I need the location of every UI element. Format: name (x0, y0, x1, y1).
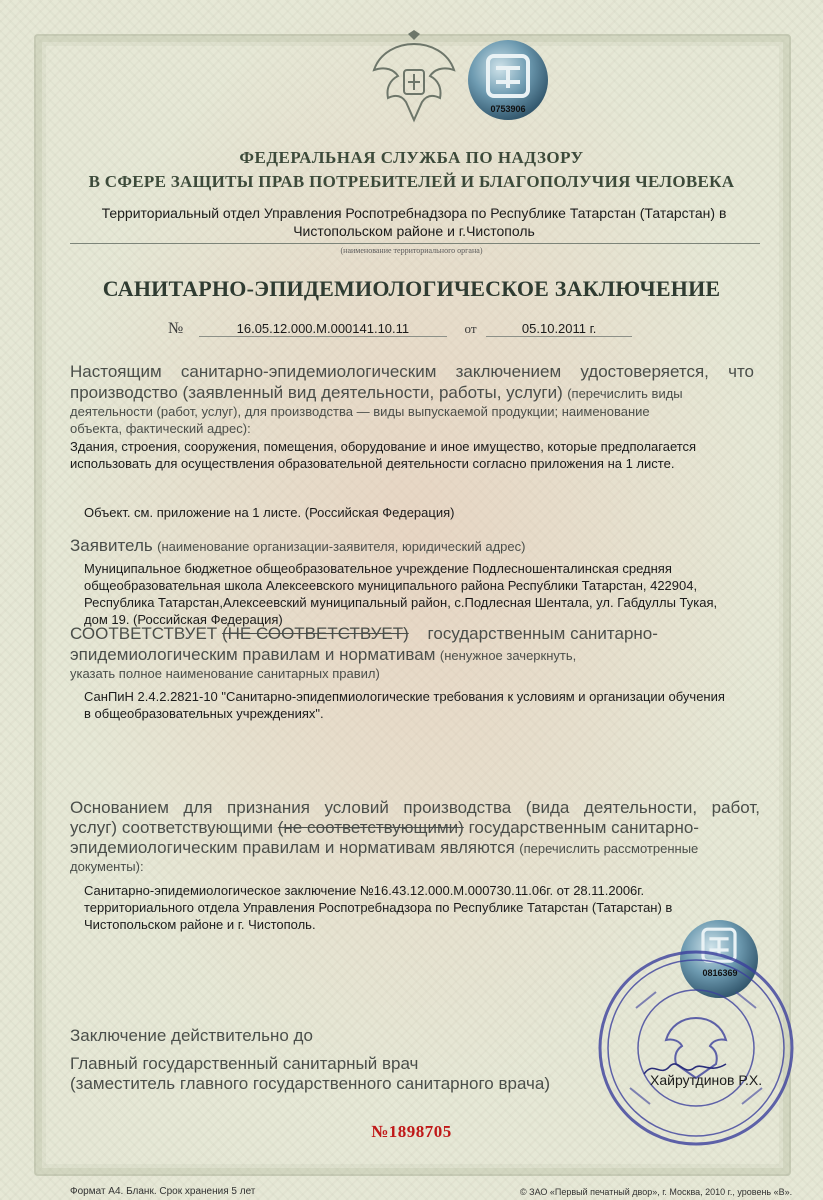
basis-value-line2: территориального отдела Управления Роспотребнадзора по Республике Татарстан (Татарстан) в (84, 900, 673, 915)
compliance-word: СООТВЕТСТВУЕТ (70, 624, 218, 643)
document-number: 16.05.12.000.М.000141.10.11 (199, 321, 447, 337)
signatory-title-line1: Главный государственный санитарный врач (70, 1054, 419, 1073)
document-date: 05.10.2011 г. (486, 321, 632, 337)
compliance-text2: эпидемиологическим правилам и нормативам (70, 645, 436, 664)
validity-label: Заключение действительно до (70, 1026, 313, 1045)
activity-value-line1: Здания, строения, сооружения, помещения, оборудование и иное имущество, которые предполагается (70, 439, 697, 454)
applicant-line2: общеобразовательная школа Алексеевского муниципального района Республики Татарстан, 422904, (84, 578, 698, 593)
applicant-hint: (наименование организации-заявителя, юридический адрес) (157, 539, 526, 554)
form-serial-number: №1898705 (371, 1122, 452, 1141)
certify-line3: деятельности (работ, услуг), для производства — виды выпускаемой продукции; наименование (70, 404, 650, 419)
hologram-code-top: 0753906 (490, 104, 526, 114)
date-label: от (464, 321, 477, 336)
applicant-line3: Республика Татарстан,Алексеевский муниципальный район, с.Подлесная Шентала, ул. Габдуллы Тукая, (84, 595, 718, 610)
certify-line2-hint: (перечислить виды (567, 386, 683, 401)
compliance-negated: (НЕ СООТВЕТСТВУЕТ) (221, 624, 409, 643)
basis-line4-hint: документы): (70, 859, 144, 874)
compliance-hint1: (ненужное зачеркнуть, (439, 648, 577, 663)
compliance-hint2: указать полное наименование санитарных правил) (70, 666, 380, 681)
certify-line1: Настоящим санитарно-эпидемиологическим заключением удостоверяется, что (70, 362, 754, 381)
hologram-code-bottom: 0816369 (702, 968, 738, 978)
territorial-office (80, 204, 748, 240)
basis-line2 (70, 818, 760, 838)
basis-value-line3: Чистопольском районе и г. Чистополь. (84, 917, 316, 932)
hologram-sticker-top (468, 40, 548, 120)
divider-line (70, 243, 760, 244)
compliance-line1 (70, 624, 760, 644)
footer-right: © ЗАО «Первый печатный двор», г. Москва, 2010 г., уровень «В». (520, 1187, 793, 1197)
applicant-line1: Муниципальное бюджетное общеобразовательное учреждение Подлесношенталинская средняя (84, 561, 672, 576)
applicant-label: Заявитель (70, 536, 153, 555)
basis-line2-a: услуг) соответствующими (70, 818, 274, 837)
compliance-text1: государственным санитарно- (427, 624, 658, 643)
signatory-title-line2: (заместитель главного государственного санитарного врача) (70, 1074, 550, 1093)
sanpin-line1: СанПиН 2.4.2.2821-10 "Санитарно-эпидепмиологические требования к условиям и организации обучения (84, 689, 725, 704)
applicant-header (70, 536, 760, 556)
certify-line4: объекта, фактический адрес): (70, 421, 251, 436)
footer-left: Формат А4. Бланк. Срок хранения 5 лет (70, 1186, 256, 1197)
handwritten-signature (640, 1058, 730, 1080)
signatory-name: Хайрутдинов Р.Х. (650, 1072, 763, 1088)
certify-line2-main: производство (заявленный вид деятельности, работы, услуги) (70, 383, 563, 402)
official-round-stamp (596, 948, 796, 1148)
rst-mark-icon (482, 52, 534, 102)
activity-value-line2: использовать для осуществления образовательной деятельности согласно приложения на 1 листе. (70, 456, 675, 471)
basis-line3-main: эпидемиологическим правилам и нормативам являются (70, 838, 515, 857)
sanpin-line2: в общеобразовательных учреждениях". (84, 706, 324, 721)
document-number-row (168, 320, 632, 338)
agency-name-line2: В СФЕРЕ ЗАЩИТЫ ПРАВ ПОТРЕБИТЕЛЕЙ И БЛАГОПОЛУЧИЯ ЧЕЛОВЕКА (88, 172, 735, 191)
basis-line3-hint: (перечислить рассмотренные (519, 841, 699, 856)
territorial-office-line2: Чистопольском районе и г.Чистополь (293, 223, 535, 239)
applicant-line4: дом 19. (Российская Федерация) (84, 612, 283, 627)
number-label: № (168, 320, 184, 337)
basis-line3 (70, 838, 770, 858)
basis-value-line1: Санитарно-эпидемиологическое заключение №16.43.12.000.М.000730.11.06г. от 28.11.2006г. (84, 883, 645, 898)
document-title: САНИТАРНО-ЭПИДЕМИОЛОГИЧЕСКОЕ ЗАКЛЮЧЕНИЕ (102, 276, 721, 301)
compliance-line2 (70, 645, 770, 665)
basis-line2-struck: (не соответствующими) (277, 818, 464, 837)
agency-name-line1: ФЕДЕРАЛЬНАЯ СЛУЖБА ПО НАДЗОРУ (239, 148, 584, 167)
basis-line1: Основанием для признания условий производства (вида деятельности, работ, (70, 798, 760, 817)
territorial-office-line1: Территориальный отдел Управления Роспотребнадзора по Республике Татарстан (Татарстан) в (101, 205, 727, 221)
basis-line2-b: государственным санитарно- (468, 818, 699, 837)
certify-line2 (70, 383, 754, 403)
object-line: Объект. см. приложение на 1 листе. (Российская Федерация) (84, 505, 455, 520)
territorial-office-caption: (наименование территориального органа) (340, 246, 483, 255)
eagle-emblem-icon (368, 30, 460, 130)
